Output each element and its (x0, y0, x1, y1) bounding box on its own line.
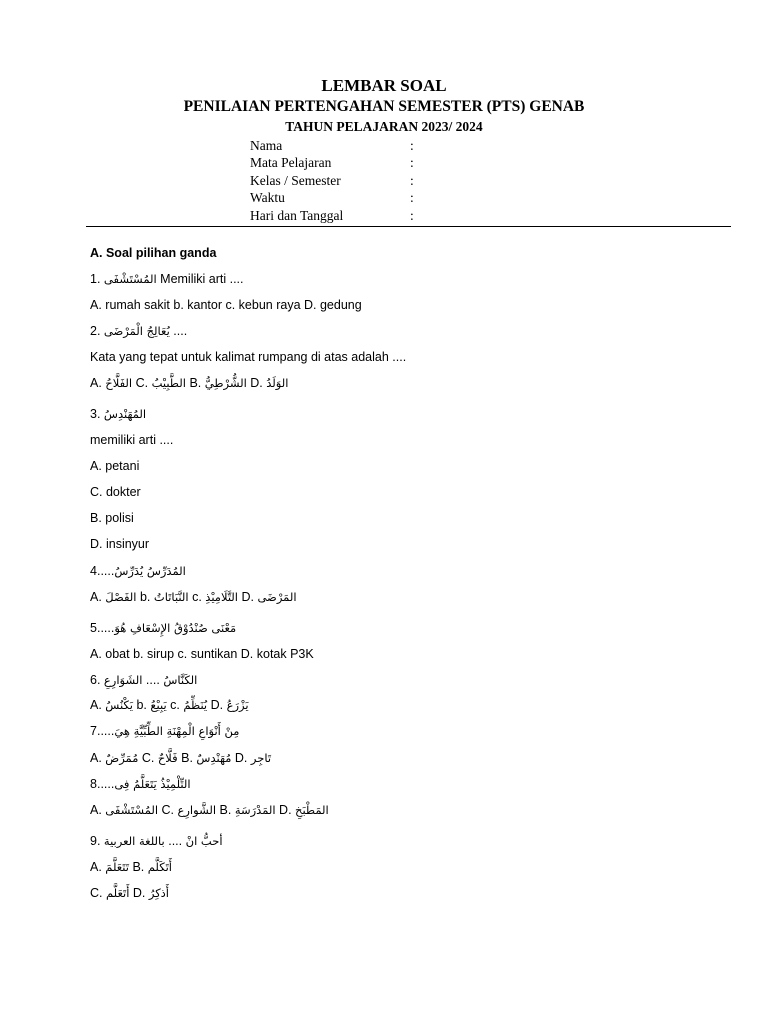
question-9-options-1 (90, 859, 172, 875)
option-c-text: الشَّوارِع (177, 803, 217, 817)
option-label: D. (132, 886, 146, 900)
option-d-text: أَذكِرُ (148, 886, 169, 900)
info-label: Hari dan Tanggal (250, 207, 344, 223)
arabic-text: يُعَالِجُ الْمَرْضَى (103, 324, 170, 338)
blank-dots: .... (100, 777, 115, 791)
arabic-text: التِّلْمِيْذُ يَتَعَلَّمُ فِى (114, 777, 191, 791)
option-label: D. (210, 698, 224, 712)
blank-dots: .... (100, 621, 115, 635)
question-9 (90, 833, 223, 849)
arabic-text: الكَنَّاسُ (163, 673, 198, 687)
question-number: 5. (90, 621, 101, 635)
option-label: B. (219, 803, 232, 817)
option-b-text: الشُّرْطِيُّ (204, 376, 247, 390)
arabic-text: المُدَرِّسُ يُدَرِّسُ (114, 564, 186, 578)
option-label: D. (234, 751, 248, 765)
question-number: 6. (90, 673, 101, 687)
option-c-text: يُنَظِّمُ (183, 698, 208, 712)
arabic-text: أحبُّ انْ (185, 834, 223, 848)
student-info-block (250, 137, 414, 224)
blank-dots: .... (100, 724, 115, 738)
option-label: D. (241, 590, 254, 604)
info-colon: : (410, 207, 414, 223)
option-a-text: تَتَعَلَّمَ (105, 860, 129, 874)
question-3-option: C. dokter (90, 485, 141, 499)
option-label: c. (192, 590, 202, 604)
option-b-text: يَبِيْعُ (150, 698, 167, 712)
document-subtitle: PENILAIAN PERTENGAHAN SEMESTER (PTS) GENAB (183, 98, 585, 115)
info-row-class (250, 172, 414, 189)
blank-dots: .... (145, 673, 160, 687)
option-label: C. (135, 376, 149, 390)
option-label: D. (250, 376, 263, 390)
info-row-subject (250, 154, 414, 171)
question-number: 8. (90, 777, 101, 791)
option-c-text: أَتَعَلَّم (105, 886, 130, 900)
option-b-text: النَّبَاتَاتُ (153, 590, 189, 604)
option-d-text: المَرْضَى (257, 590, 297, 604)
info-label: Waktu (250, 190, 285, 206)
header-divider (86, 226, 731, 227)
info-colon: : (410, 138, 414, 153)
arabic-text: مَعْنَى صُنْدُوْقُ الإِسْعَافِ هُوَ (114, 621, 237, 635)
option-a-text: مُمَرِّضٌ (105, 751, 139, 765)
question-7 (90, 723, 239, 739)
arabic-text: المُهَنْدِسُ (103, 407, 147, 421)
option-d-text: يَزْرَعُ (226, 698, 249, 712)
school-year: TAHUN PELAJARAN 2023/ 2024 (285, 119, 483, 134)
question-2-note: Kata yang tepat untuk kalimat rumpang di atas adalah .... (90, 350, 407, 364)
question-7-options (90, 750, 271, 766)
option-label: A. (90, 860, 102, 874)
question-3-note: memiliki arti .... (90, 433, 174, 447)
option-label: b. (139, 590, 151, 604)
question-4 (90, 563, 186, 579)
option-label: C. (141, 751, 155, 765)
question-1 (90, 271, 244, 287)
arabic-text: مِنْ أَنْوَاعِ الْمِهْنَةِ الطِّبِّيَّةِ هِيَ (114, 724, 240, 738)
info-label: Mata Pelajaran (250, 155, 332, 171)
option-label: b. (136, 698, 147, 712)
option-c-text: فَلَّاحٌ (157, 751, 178, 765)
option-d-text: تَاجِر (250, 751, 272, 765)
question-9-options-2 (90, 885, 169, 901)
document-title: LEMBAR SOAL (321, 76, 447, 95)
option-d-text: الوَلَدُ (266, 376, 289, 390)
arabic-text: باللغة العربية (103, 834, 165, 848)
option-b-text: المَدْرَسَةِ (234, 803, 276, 817)
info-colon: : (410, 172, 414, 188)
option-label: B. (132, 860, 145, 874)
option-label: D. (279, 803, 292, 817)
question-2 (90, 323, 187, 339)
option-a-text: الفَلَّاحُ (105, 376, 133, 390)
blank-dots: .... (100, 564, 115, 578)
question-6-options (90, 697, 249, 713)
option-label: B. (181, 751, 193, 765)
question-8 (90, 776, 191, 792)
option-label: A. (90, 803, 102, 817)
info-label: Nama (250, 138, 283, 153)
question-5 (90, 620, 236, 636)
option-label: C. (90, 886, 103, 900)
question-8-options (90, 802, 329, 818)
info-colon: : (410, 190, 414, 206)
option-a-text: المُسْتَشْفَى (105, 803, 159, 817)
question-number: 2. (90, 324, 101, 338)
option-label: A. (90, 751, 102, 765)
option-b-text: مُهَنْدِسٌ (196, 751, 232, 765)
question-text: .... (173, 324, 188, 338)
info-row-date (250, 207, 414, 224)
question-3-option: D. insinyur (90, 537, 150, 551)
question-1-options: A. rumah sakit b. kantor c. kebun raya D. gedung (90, 298, 362, 312)
question-3-option: B. polisi (90, 511, 134, 525)
question-5-options: A. obat b. sirup c. suntikan D. kotak P3K (90, 647, 314, 661)
arabic-text: الشَوَارِعِ (103, 673, 143, 687)
option-label: c. (170, 698, 180, 712)
question-6 (90, 672, 197, 688)
option-d-text: المَطْبَخِ (295, 803, 329, 817)
blank-dots: .... (168, 834, 183, 848)
section-title: A. Soal pilihan ganda (90, 246, 217, 260)
question-number: 4. (90, 564, 101, 578)
question-4-options (90, 589, 297, 605)
info-row-name (250, 137, 414, 154)
question-number: 3. (90, 407, 101, 421)
info-label: Kelas / Semester (250, 172, 341, 188)
question-3-option: A. petani (90, 459, 140, 473)
question-number: 1. (90, 272, 101, 286)
option-label: A. (90, 376, 102, 390)
question-number: 9. (90, 834, 101, 848)
option-label: A. (90, 698, 102, 712)
option-c-text: التَّلَامِيْذِ (205, 590, 238, 604)
option-a-text: الفَصْلَ (105, 590, 137, 604)
arabic-text: المُسْتَشْفَى (103, 272, 157, 286)
option-a-text: يَكْنُسُ (105, 698, 133, 712)
option-label: B. (189, 376, 202, 390)
option-label: C. (161, 803, 175, 817)
question-3 (90, 406, 146, 422)
info-colon: : (410, 155, 414, 171)
question-2-options (90, 375, 288, 391)
question-text: Memiliki arti .... (160, 272, 244, 286)
option-b-text: أَتَكَلَّم (147, 860, 172, 874)
option-label: A. (90, 590, 102, 604)
question-number: 7. (90, 724, 101, 738)
info-row-time (250, 189, 414, 206)
option-c-text: الطَّبِيْبُ (151, 376, 186, 390)
